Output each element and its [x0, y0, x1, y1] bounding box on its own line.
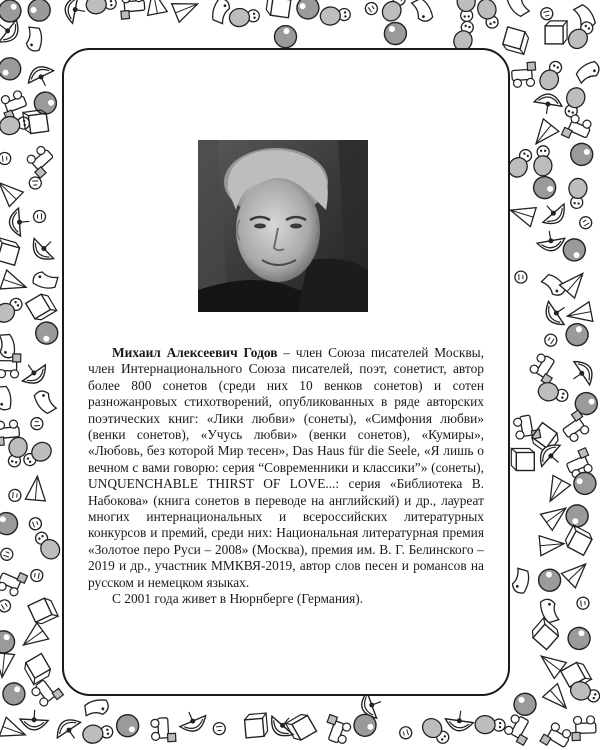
toy-motif — [0, 152, 11, 165]
toy-motif — [545, 21, 567, 44]
toy-motif — [574, 59, 600, 87]
toy-motif — [30, 569, 44, 583]
toy-motif — [24, 0, 55, 26]
toy-motif — [31, 528, 64, 563]
toy-motif — [511, 62, 537, 88]
toy-motif — [502, 713, 535, 746]
bio-paragraph — [88, 345, 484, 591]
toy-motif — [513, 692, 538, 717]
toy-motif — [0, 566, 28, 598]
toy-motif — [265, 709, 299, 742]
toy-motif — [576, 597, 589, 610]
toy-motif — [536, 196, 570, 229]
toy-motif — [0, 598, 13, 615]
toy-motif — [29, 177, 41, 189]
toy-motif — [151, 717, 176, 742]
toy-motif — [0, 547, 15, 563]
toy-motif — [25, 475, 47, 501]
toy-motif — [565, 302, 592, 326]
toy-motif — [568, 679, 600, 707]
toy-motif — [513, 414, 541, 442]
toy-motif — [31, 318, 62, 349]
toy-motif — [0, 89, 29, 120]
residence-paragraph: С 2001 года живет в Нюрнберге (Германия). — [112, 591, 364, 607]
toy-motif — [28, 596, 58, 626]
toy-motif — [25, 26, 43, 52]
toy-motif — [27, 232, 61, 266]
toy-motif — [565, 624, 593, 652]
toy-motif — [143, 0, 167, 15]
toy-motif — [541, 475, 570, 506]
toy-motif — [22, 654, 53, 685]
toy-motif — [398, 725, 413, 740]
toy-motif — [176, 706, 210, 735]
toy-motif — [563, 525, 594, 555]
toy-motif — [322, 715, 353, 746]
toy-motif — [0, 653, 14, 679]
toy-motif — [568, 140, 596, 168]
toy-motif — [119, 0, 145, 19]
toy-motif — [539, 534, 565, 556]
toy-motif — [63, 0, 88, 25]
toy-motif — [31, 387, 59, 416]
toy-motif — [0, 270, 29, 297]
toy-motif — [511, 449, 534, 471]
toy-motif — [24, 144, 58, 178]
toy-motif — [559, 267, 590, 298]
toy-motif — [211, 0, 231, 24]
toy-motif — [17, 357, 51, 389]
toy-motif — [0, 57, 21, 80]
toy-motif — [31, 417, 44, 430]
toy-motif — [561, 113, 593, 145]
toy-motif — [577, 214, 593, 230]
toy-motif — [528, 352, 561, 385]
toy-motif — [507, 201, 536, 227]
toy-motif — [536, 380, 570, 405]
toy-motif — [0, 294, 26, 326]
toy-motif — [82, 697, 110, 720]
toy-motif — [537, 58, 567, 93]
toy-motif — [0, 512, 18, 536]
toy-motif — [512, 568, 530, 594]
toy-motif — [540, 296, 572, 330]
toy-motif — [567, 178, 588, 209]
toy-motif — [33, 210, 45, 222]
toy-motif — [457, 0, 476, 22]
toy-motif — [504, 0, 532, 19]
toy-motif — [444, 709, 475, 733]
toy-motif — [228, 6, 260, 28]
toy-motif — [475, 0, 503, 31]
toy-motif — [363, 0, 380, 17]
toy-motif — [0, 113, 31, 136]
toy-motif — [571, 716, 596, 741]
toy-motif — [244, 713, 268, 738]
toy-motif — [566, 356, 598, 390]
toy-motif — [0, 175, 23, 206]
toy-motif — [379, 0, 410, 24]
toy-motif — [515, 271, 527, 283]
toy-motif — [1, 681, 26, 706]
toy-motif — [383, 21, 408, 46]
toy-motif — [529, 618, 561, 650]
author-bio — [88, 345, 484, 608]
author-name: Михаил Алексеевич Годов — [112, 345, 278, 360]
toy-motif — [533, 92, 564, 116]
toy-motif — [562, 320, 591, 349]
toy-motif — [540, 720, 573, 750]
toy-motif — [542, 332, 559, 349]
toy-motif — [408, 0, 435, 25]
toy-motif — [8, 489, 21, 502]
toy-motif — [24, 62, 58, 92]
toy-motif — [534, 439, 567, 473]
toy-motif — [0, 238, 21, 265]
toy-motif — [213, 722, 226, 735]
toy-motif — [0, 0, 21, 22]
toy-motif — [26, 292, 57, 323]
toy-motif — [266, 0, 292, 18]
toy-motif — [0, 629, 16, 655]
toy-motif — [540, 7, 554, 21]
toy-motif — [543, 684, 574, 715]
toy-motif — [172, 0, 202, 22]
toy-motif — [20, 709, 49, 730]
toy-motif — [534, 565, 565, 596]
toy-motif — [319, 5, 351, 26]
toy-motif — [85, 0, 117, 15]
author-portrait — [198, 140, 368, 312]
toy-motif — [529, 172, 559, 202]
toy-motif — [0, 384, 14, 412]
toy-motif — [286, 712, 317, 743]
toy-motif — [475, 715, 506, 734]
toy-motif — [52, 714, 86, 746]
toy-motif — [535, 228, 566, 253]
toy-motif — [82, 722, 114, 744]
toy-motif — [28, 516, 43, 531]
toy-motif — [562, 501, 591, 530]
toy-motif — [33, 271, 59, 289]
toy-motif — [9, 207, 31, 236]
toy-motif — [534, 146, 553, 176]
toy-motif — [116, 714, 139, 737]
toy-motif — [17, 623, 48, 653]
toy-motif — [561, 557, 592, 588]
toy-motif — [293, 0, 323, 23]
bio-text: – член Союза писателей Москвы, член Интернационального Союза писателей, поэт, сонетист, автор более 800 сонетов (среди них 10 венков сонетов) и сотен разножанровых стихотворений, опубликованных в ряде авторских поэтических книг: «Лики любви» (сонеты), «Симфония любви» (венки сонетов), «Учусь любви» (венки сонетов), «Кумиры», «Любовь, без которой Мир тесен», Das Haus für die Seele, «Я лишь о вечном с вами говорю: серия “Современники и классики”» (сонеты), UNQUENCHABLE THIRST OF LOVE...: серия «Библиотека В. Набокова» (книга сонетов в переводе на английский) и др., лауреат многих интернациональных и всероссийских литературных конкурсов и премий, среди них: Национальная литературная премия «Золотое перо Руси – 2008» (Москва), премия им. В. Г. Белинского – 2019 и др., участник ММКВЯ-2019, автор слов песен и романсов на русском и немецком языках. — [88, 345, 484, 590]
toy-motif — [502, 27, 530, 54]
